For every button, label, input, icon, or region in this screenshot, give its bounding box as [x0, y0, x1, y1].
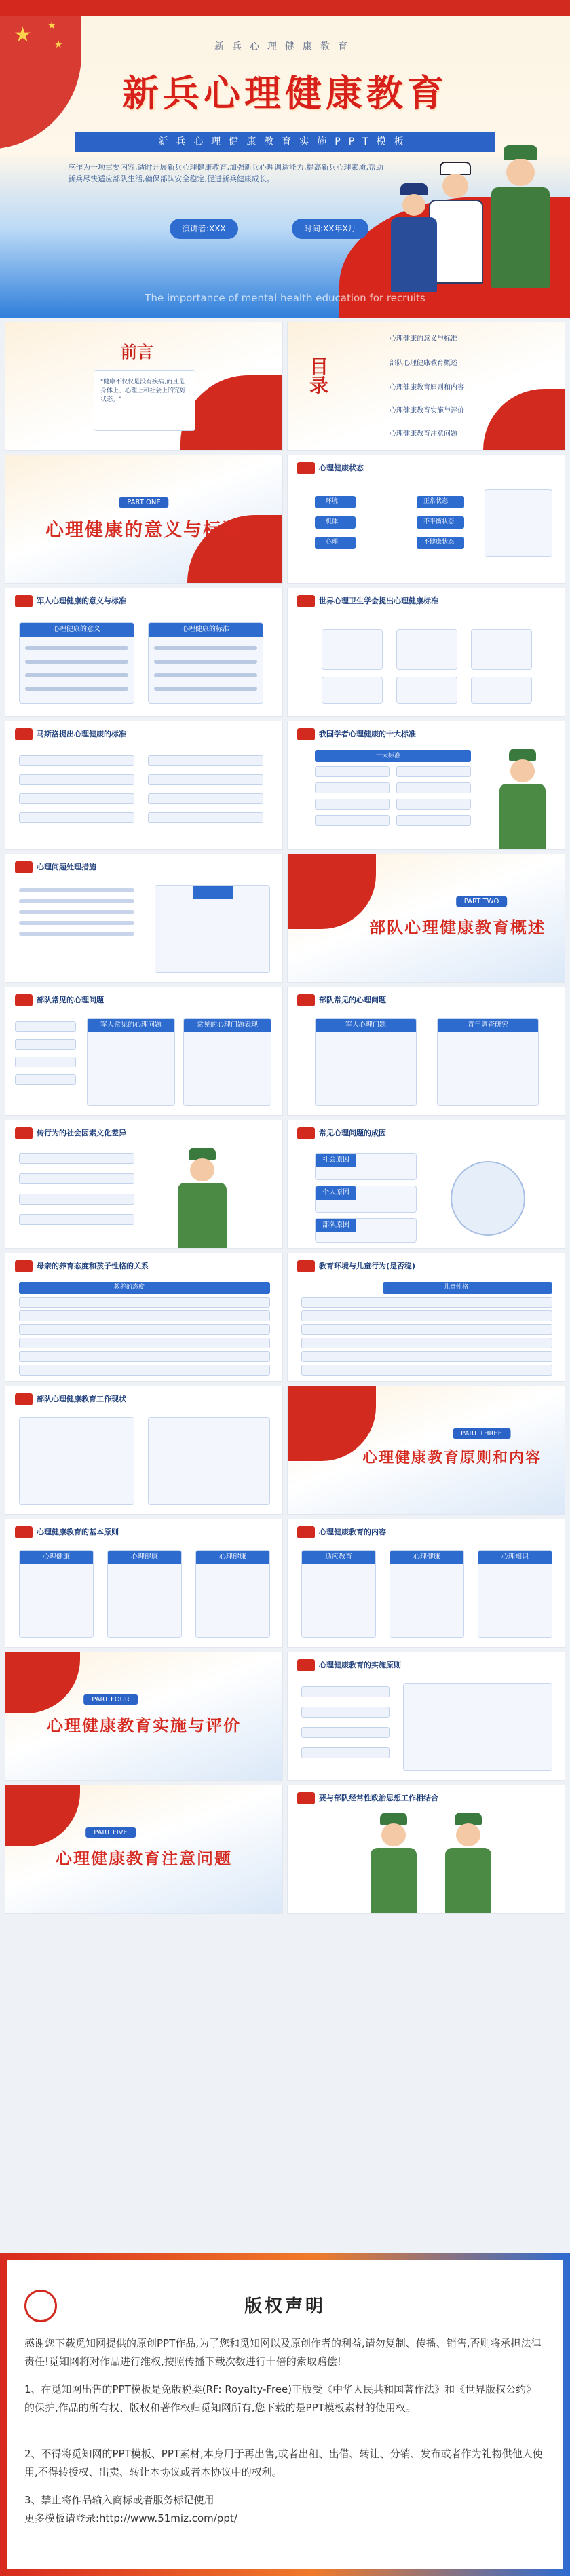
card-header: 部队原因 — [316, 1219, 356, 1232]
card-header: 心理健康的标准 — [149, 623, 263, 637]
star-icon: ★ — [54, 39, 63, 50]
section-title: 心理健康教育注意问题 — [56, 1849, 232, 1868]
slide-part-three[interactable] — [287, 1386, 565, 1515]
slide-title: 目录 — [307, 356, 329, 394]
slide-boot[interactable] — [287, 1253, 565, 1382]
slide-maslow[interactable] — [5, 721, 283, 850]
state-label: 机体 — [326, 518, 339, 525]
slide-parents[interactable] — [5, 1253, 283, 1382]
cover-banner: 新兵心理健康教育实施PPT模板 — [75, 132, 495, 152]
state-label: 心理 — [326, 539, 339, 546]
slide-principles[interactable] — [5, 1519, 283, 1648]
cover-intro: 应作为一项重要内容,适时开展新兵心理健康教育,加强新兵心理调适能力,提高新兵心理素质,帮助新兵尽快适应部队生活,确保部队安全稳定,促进新兵健康成长。 — [68, 163, 383, 183]
slide-title: 教育环境与儿童行为(是否稳) — [319, 1262, 416, 1270]
part-label: PART ONE — [119, 497, 168, 508]
copyright-slide — [0, 2253, 570, 2576]
card-header: 军人常见的心理问题 — [88, 1019, 174, 1032]
section-title: 心理健康的意义与标准 — [45, 520, 242, 541]
slide-title: 马斯洛提出心理健康的标准 — [37, 730, 126, 738]
card-header: 心理健康 — [108, 1551, 181, 1564]
slide-title: 军人心理健康的意义与标准 — [37, 596, 126, 605]
copyright-paragraph: 3、禁止将作品输入商标或者服务标记使用 — [24, 2494, 214, 2506]
slide-title: 部队心理健康教育工作现状 — [37, 1395, 126, 1403]
slide-title: 母亲的养育态度和孩子性格的关系 — [37, 1262, 149, 1270]
slide-part-four[interactable] — [5, 1652, 283, 1781]
card-header: 心理健康 — [390, 1551, 463, 1564]
part-label: PART TWO — [456, 896, 508, 907]
card-header: 青年调查研究 — [438, 1019, 538, 1032]
card-header: 心理健康 — [196, 1551, 269, 1564]
slide-state[interactable] — [287, 455, 565, 584]
table-head: 十大标准 — [376, 753, 401, 759]
table-head: 教养的态度 — [114, 1284, 145, 1291]
copyright-paragraph: 1、在觅知网出售的PPT模板是免版税类(RF: Royalty-Free)正版受《中华人民共和国著作法》和《世界版权公约》的保护,作品的所有权、版权和著作权归觅知网所有,您下载的是PPT模板素材的使用权。 — [24, 2383, 537, 2414]
part-label: PART FIVE — [86, 1827, 136, 1838]
slide-title: 心理健康教育的内容 — [319, 1528, 386, 1536]
part-label: PART THREE — [453, 1428, 510, 1439]
toc-item: 心理健康教育实施与评价 — [390, 407, 464, 415]
slide-culture[interactable] — [5, 1120, 283, 1249]
card-header: 个人原因 — [316, 1186, 356, 1200]
state-label: 不平衡状态 — [423, 518, 455, 525]
slide-title: 要与部队经常性政治思想工作相结合 — [319, 1794, 438, 1802]
slide-title: 心理健康教育的实施原则 — [319, 1661, 401, 1669]
slide-part-two[interactable] — [287, 854, 565, 983]
card-header: 适应教育 — [302, 1551, 375, 1564]
soldier-illustration — [491, 749, 552, 850]
toc-item: 部队心理健康教育概述 — [390, 360, 457, 367]
soldier-illustration — [437, 1813, 498, 1914]
soldier-illustration — [475, 145, 563, 288]
slide-army-standard[interactable] — [5, 588, 283, 717]
slide-preface[interactable] — [5, 322, 283, 451]
soldier-illustration — [168, 1148, 236, 1249]
card-header: 心理健康的意义 — [20, 623, 134, 637]
copyright-link[interactable]: 更多模板请登录:http://www.51miz.com/ppt/ — [24, 2512, 238, 2524]
state-label: 正常状态 — [423, 498, 449, 505]
slide-combine[interactable] — [287, 1785, 565, 1914]
card-header: 心理健康 — [20, 1551, 93, 1564]
state-label: 不健康状态 — [423, 539, 455, 546]
slide-quote: "健康不仅仅是没有疾病,而且是身体上、心理上和社会上的完好状态。" — [100, 379, 187, 403]
section-title: 部队心理健康教育概述 — [369, 918, 546, 937]
section-title: 心理健康教育实施与评价 — [47, 1716, 241, 1735]
cover-subtitle: 新兵心理健康教育 — [214, 41, 356, 52]
copyright-paragraph: 感谢您下载觅知网提供的原创PPT作品,为了您和觅知网以及原创作者的利益,请勿复制、传播、销售,否则将承担法律责任!觅知网将对作品进行维权,按照传播下载次数进行十倍的索取赔偿! — [24, 2337, 542, 2368]
star-icon: ★ — [48, 20, 56, 31]
slide-problems-2[interactable] — [287, 987, 565, 1116]
copyright-paragraph: 2、不得将觅知网的PPT模板、PPT素材,本身用于再出售,或者出租、出借、转让、分销、发布或者作为礼物供他人使用,不得转授权、出卖、转让本协议或者本协议中的权利。 — [24, 2448, 543, 2478]
date-pill: 时间:XX年X月 — [292, 219, 368, 239]
toc-item: 心理健康教育注意问题 — [390, 430, 457, 438]
cover-english: The importance of mental health education for recruits — [145, 292, 425, 304]
slide-causes[interactable] — [287, 1120, 565, 1249]
slide-ten-standards[interactable] — [287, 721, 565, 850]
soldier-illustration — [362, 1813, 423, 1914]
slide-title: 常见心理问题的成因 — [319, 1129, 386, 1137]
slide-measures[interactable] — [5, 854, 283, 983]
speaker-pill: 演讲者:XXX — [170, 219, 238, 239]
slide-content[interactable] — [287, 1519, 565, 1648]
slide-toc[interactable] — [287, 322, 565, 451]
slide-title: 心理健康教育的基本原则 — [37, 1528, 119, 1536]
cover-slide — [0, 0, 570, 318]
state-label: 环境 — [326, 498, 339, 505]
card-header: 社会原因 — [316, 1154, 356, 1167]
slide-title: 传行为的社会因素文化差异 — [37, 1129, 126, 1137]
slide-implementation[interactable] — [287, 1652, 565, 1781]
part-label: PART FOUR — [83, 1694, 138, 1705]
slide-title: 部队常见的心理问题 — [37, 996, 104, 1004]
slide-part-one[interactable] — [5, 455, 283, 584]
star-icon: ★ — [14, 23, 32, 47]
card-header: 常见的心理问题表现 — [184, 1019, 271, 1032]
table-head: 儿童性格 — [444, 1284, 469, 1291]
slide-title: 我国学者心理健康的十大标准 — [319, 730, 416, 738]
slide-part-five[interactable] — [5, 1785, 283, 1914]
slide-problems[interactable] — [5, 987, 283, 1116]
soldier-illustration — [380, 183, 448, 292]
slide-who-standard[interactable] — [287, 588, 565, 717]
slide-title: 世界心理卫生学会提出心理健康标准 — [319, 596, 438, 605]
slide-army-work[interactable] — [5, 1386, 283, 1515]
card-header: 心理知识 — [478, 1551, 552, 1564]
slide-title: 心理健康状态 — [319, 463, 364, 472]
toc-item: 心理健康教育原则和内容 — [390, 384, 464, 392]
red-band — [0, 0, 570, 16]
card-header: 军人心理问题 — [316, 1019, 416, 1032]
cover-title: 新兵心理健康教育 — [122, 72, 448, 115]
toc-item: 心理健康的意义与标准 — [390, 335, 457, 343]
section-title: 心理健康教育原则和内容 — [362, 1450, 542, 1466]
slide-title: 前言 — [121, 343, 153, 362]
slide-title: 部队常见的心理问题 — [319, 996, 386, 1004]
slide-title: 心理问题处理措施 — [37, 863, 96, 871]
copyright-title: 版权声明 — [244, 2296, 326, 2317]
